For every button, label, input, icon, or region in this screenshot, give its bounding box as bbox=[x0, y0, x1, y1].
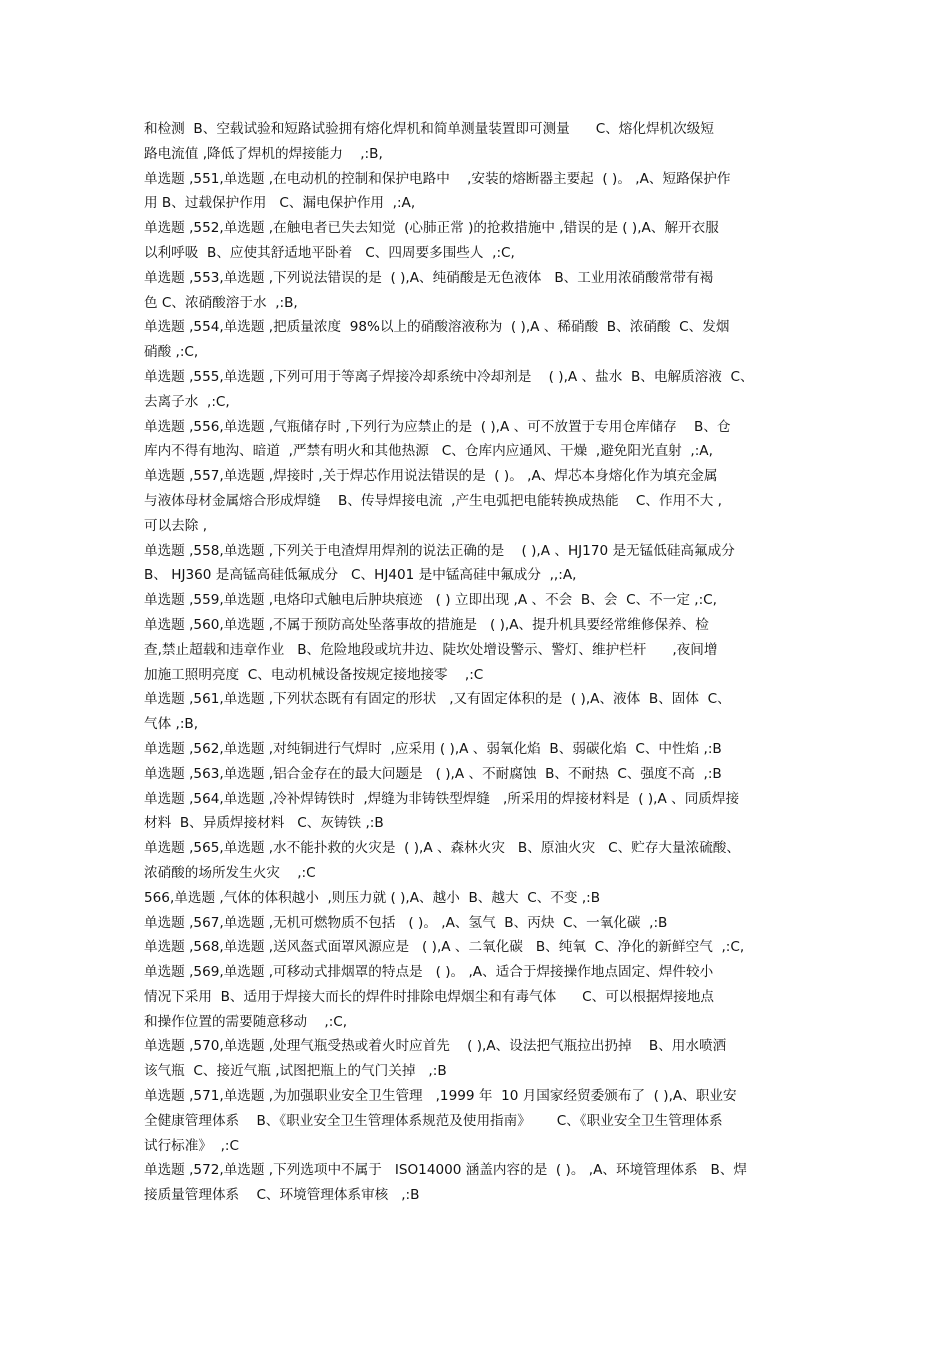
text-line: 单选题 ,567,单选题 ,无机可燃物质不包括 ( )。 ,A、氢气 B、丙炔 C、一氧化碳 ,:B bbox=[144, 914, 668, 931]
text-line: 单选题 ,556,单选题 ,气瓶储存时 ,下列行为应禁止的是 ( ),A 、可不放置于专用仓库储存 B、仓 bbox=[144, 418, 731, 435]
document-body bbox=[144, 117, 814, 1208]
text-line: 单选题 ,562,单选题 ,对纯铜进行气焊时 ,应采用 ( ),A 、弱氧化焰 B、弱碳化焰 C、中性焰 ,:B bbox=[144, 740, 722, 757]
text-line: 可以去除 , bbox=[144, 517, 208, 534]
text-line: 该气瓶 C、接近气瓶 ,试图把瓶上的气门关掉 ,:B bbox=[144, 1063, 447, 1080]
text-line: 单选题 ,564,单选题 ,冷补焊铸铁时 ,焊缝为非铸铁型焊缝 ,所采用的焊接材料是 ( ),A 、同质焊接 bbox=[144, 790, 740, 807]
text-line: 加施工照明亮度 C、电动机械设备按规定接地接零 ,:C bbox=[144, 666, 484, 683]
text-line: 情况下采用 B、适用于焊接大而长的焊件时排除电焊烟尘和有毒气体 C、可以根据焊接地点 bbox=[144, 988, 714, 1005]
text-line: 单选题 ,563,单选题 ,铝合金存在的最大问题是 ( ),A 、不耐腐蚀 B、不耐热 C、强度不高 ,:B bbox=[144, 765, 722, 782]
text-line: 接质量管理体系 C、环境管理体系审核 ,:B bbox=[144, 1187, 420, 1204]
text-line: 单选题 ,554,单选题 ,把质量浓度 98%以上的硝酸溶液称为 ( ),A 、稀硝酸 B、浓硝酸 C、发烟 bbox=[144, 319, 730, 336]
text-line: 和操作位置的需要随意移动 ,:C, bbox=[144, 1013, 348, 1030]
text-line: 单选题 ,552,单选题 ,在触电者已失去知觉 (心肺正常 )的抢救措施中 ,错误的是 ( ),A、解开衣服 bbox=[144, 220, 719, 237]
text-line: 气体 ,:B, bbox=[144, 716, 199, 733]
text-line: 硝酸 ,:C, bbox=[144, 344, 199, 361]
text-line: 单选题 ,572,单选题 ,下列选项中不属于 ISO14000 涵盖内容的是 ( )。 ,A、环境管理体系 B、焊 bbox=[144, 1162, 748, 1179]
text-line: 单选题 ,555,单选题 ,下列可用于等离子焊接冷却系统中冷却剂是 ( ),A 、盐水 B、电解质溶液 C、 bbox=[144, 368, 754, 385]
text-line: 单选题 ,558,单选题 ,下列关于电渣焊用焊剂的说法正确的是 ( ),A 、HJ170 是无锰低硅高氟成分 bbox=[144, 542, 735, 559]
text-line: 单选题 ,553,单选题 ,下列说法错误的是 ( ),A、纯硝酸是无色液体 B、工业用浓硝酸常带有褐 bbox=[144, 269, 714, 286]
text-line: 试行标准》 ,:C bbox=[144, 1137, 240, 1154]
text-line: 路电流值 ,降低了焊机的焊接能力 ,:B, bbox=[144, 145, 383, 162]
text-line: 材料 B、异质焊接材料 C、灰铸铁 ,:B bbox=[144, 815, 384, 832]
text-line: 单选题 ,571,单选题 ,为加强职业安全卫生管理 ,1999 年 10 月国家经贸委颁布了 ( ),A、职业安 bbox=[144, 1088, 737, 1105]
text-line: 去离子水 ,:C, bbox=[144, 393, 230, 410]
text-line: 单选题 ,570,单选题 ,处理气瓶受热或着火时应首先 ( ),A、设法把气瓶拉出扔掉 B、用水喷洒 bbox=[144, 1038, 727, 1055]
text-line: 全健康管理体系 B、《职业安全卫生管理体系规范及使用指南》 C、《职业安全卫生管理体系 bbox=[144, 1112, 723, 1129]
text-line: 和检测 B、空载试验和短路试验拥有熔化焊机和简单测量装置即可测量 C、熔化焊机次级短 bbox=[144, 121, 714, 137]
text-line: 浓硝酸的场所发生火灾 ,:C bbox=[144, 864, 316, 881]
text-line: 单选题 ,551,单选题 ,在电动机的控制和保护电路中 ,安装的熔断器主要起 ( )。 ,A、短路保护作 bbox=[144, 170, 731, 187]
text-line: 单选题 ,557,单选题 ,焊接时 ,关于焊芯作用说法错误的是 ( )。 ,A、焊芯本身熔化作为填充金属 bbox=[144, 468, 718, 485]
text-line: 用 B、过载保护作用 C、漏电保护作用 ,:A, bbox=[144, 195, 416, 212]
text-line: 色 C、浓硝酸溶于水 ,:B, bbox=[144, 294, 298, 311]
text-line: 以利呼吸 B、应使其舒适地平卧着 C、四周要多围些人 ,:C, bbox=[144, 244, 515, 261]
text-line: 单选题 ,569,单选题 ,可移动式排烟罩的特点是 ( )。 ,A、适合于焊接操作地点固定、焊件较小 bbox=[144, 964, 714, 981]
text-line: 单选题 ,559,单选题 ,电烙印式触电后肿块痕迹 ( ) 立即出现 ,A 、不会 B、会 C、不一定 ,:C, bbox=[144, 592, 717, 609]
text-line: 单选题 ,568,单选题 ,送风盔式面罩风源应是 ( ),A 、二氧化碳 B、纯氧 C、净化的新鲜空气 ,:C, bbox=[144, 939, 745, 956]
text-line: 单选题 ,560,单选题 ,不属于预防高处坠落事故的措施是 ( ),A、提升机具要经常维修保养、检 bbox=[144, 616, 709, 633]
text-line: 单选题 ,561,单选题 ,下列状态既有有固定的形状 ,又有固定体积的是 ( ),A、液体 B、固体 C、 bbox=[144, 691, 731, 708]
text-line: 查,禁止超载和违章作业 B、危险地段或坑井边、陡坎处增设警示、警灯、维护栏杆 ,夜间增 bbox=[144, 641, 718, 658]
text-line: 与液体母材金属熔合形成焊缝 B、传导焊接电流 ,产生电弧把电能转换成热能 C、作用不大 , bbox=[144, 492, 722, 509]
text-line: 库内不得有地沟、暗道 ,严禁有明火和其他热源 C、仓库内应通风、干燥 ,避免阳光直射 ,:A, bbox=[144, 443, 713, 460]
text-line: 单选题 ,565,单选题 ,水不能扑救的火灾是 ( ),A 、森林火灾 B、原油火灾 C、贮存大量浓硫酸、 bbox=[144, 840, 740, 857]
text-line: B、 HJ360 是高锰高硅低氟成分 C、HJ401 是中锰高硅中氟成分 ,,:A, bbox=[144, 567, 577, 584]
text-line: 566,单选题 ,气体的体积越小 ,则压力就 ( ),A、越小 B、越大 C、不变 ,:B bbox=[144, 889, 601, 906]
